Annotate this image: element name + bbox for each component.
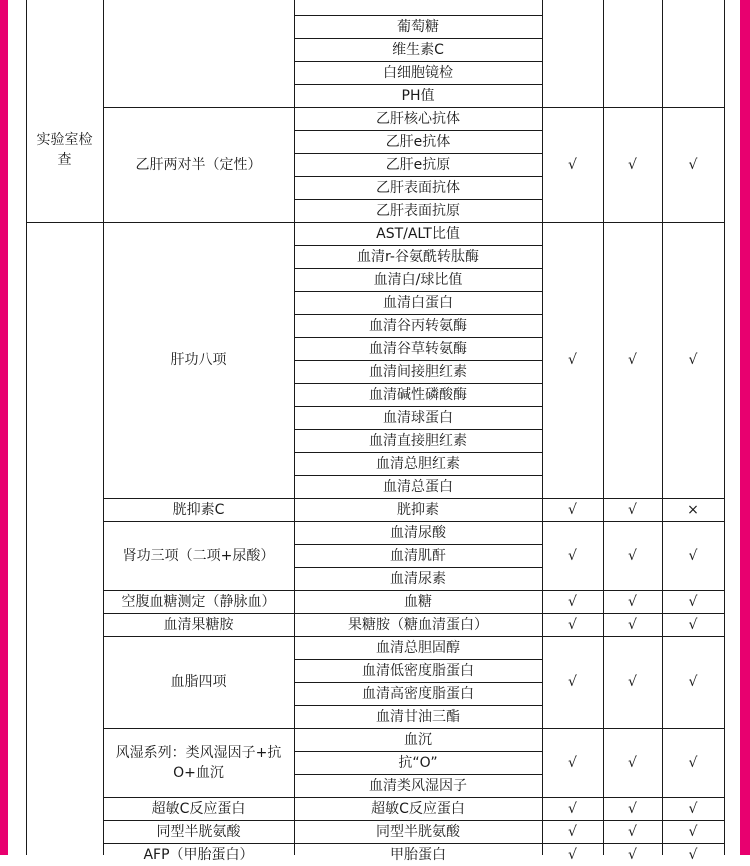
item-name-cell: 血清白/球比值 xyxy=(373,271,463,288)
row-divider xyxy=(294,429,543,430)
plan-3-mark: √ xyxy=(688,800,698,817)
item-name-cell: 血清类风湿因子 xyxy=(369,777,467,794)
plan-3-mark: √ xyxy=(688,846,698,863)
plan-3-mark xyxy=(662,0,724,107)
item-name-cell: 乙肝e抗体 xyxy=(385,133,451,150)
plan-2-mark: √ xyxy=(628,547,637,564)
plan-1-mark xyxy=(542,0,603,107)
row-divider xyxy=(294,383,543,384)
plan-3-mark: √ xyxy=(688,547,698,564)
item-name-cell: AST/ALT比值 xyxy=(376,225,460,242)
section-divider xyxy=(26,222,104,223)
row-divider xyxy=(294,705,543,706)
plan-1-mark: √ xyxy=(568,156,577,173)
item-name-cell: 血清总胆红素 xyxy=(376,455,460,472)
group-divider xyxy=(103,521,725,522)
plan-1-mark: √ xyxy=(568,352,577,368)
item-name-cell: 葡萄糖 xyxy=(397,18,439,35)
plan-1-mark: √ xyxy=(568,501,577,518)
package-name-cell: 风湿系列：类风湿因子+抗O+血沉 xyxy=(115,744,282,781)
plan-2-mark: √ xyxy=(628,674,637,690)
item-name-cell: 血清尿酸 xyxy=(390,524,446,541)
item-name-cell: 血清r-谷氨酰转肽酶 xyxy=(357,248,479,265)
group-divider xyxy=(103,843,725,844)
column-divider xyxy=(542,0,543,855)
item-name-cell: 血清肌酐 xyxy=(390,547,446,564)
row-divider xyxy=(294,38,543,39)
plan-2-mark: √ xyxy=(628,754,637,771)
row-divider xyxy=(294,475,543,476)
row-divider xyxy=(294,84,543,85)
item-name-cell xyxy=(294,0,542,15)
item-name-cell: 血清白蛋白 xyxy=(383,294,453,311)
plan-1-mark: √ xyxy=(568,674,577,690)
package-name-cell: 血清果糖胺 xyxy=(163,616,234,633)
package-name-cell: 肾功三项（二项+尿酸） xyxy=(122,547,275,564)
plan-2-mark: √ xyxy=(628,616,637,633)
plan-3-mark: × xyxy=(687,501,699,518)
row-divider xyxy=(294,337,543,338)
item-name-cell: 乙肝表面抗原 xyxy=(376,202,460,219)
plan-2-mark xyxy=(603,0,662,107)
column-divider xyxy=(103,0,104,855)
group-divider xyxy=(103,613,725,614)
item-name-cell: 血清谷草转氨酶 xyxy=(369,340,467,357)
row-divider xyxy=(294,682,543,683)
plan-2-mark: √ xyxy=(628,823,637,840)
plan-3-mark: √ xyxy=(688,754,698,771)
row-divider xyxy=(294,199,543,200)
group-divider xyxy=(103,590,725,591)
item-name-cell: 果糖胺（糖血清蛋白） xyxy=(348,616,488,633)
package-name-cell: 胱抑素C xyxy=(172,501,225,518)
row-divider xyxy=(294,567,543,568)
item-name-cell: 血清球蛋白 xyxy=(383,409,453,426)
plan-1-mark: √ xyxy=(568,800,577,817)
row-divider xyxy=(294,360,543,361)
row-divider xyxy=(294,314,543,315)
item-name-cell: 血清低密度脂蛋白 xyxy=(362,662,474,679)
plan-1-mark: √ xyxy=(568,616,577,633)
plan-2-mark: √ xyxy=(628,501,637,518)
item-name-cell: 维生素C xyxy=(392,41,444,58)
item-name-cell: 同型半胱氨酸 xyxy=(376,823,460,840)
item-name-cell: 血沉 xyxy=(404,731,432,748)
item-name-cell: 血清总蛋白 xyxy=(383,478,453,495)
row-divider xyxy=(294,61,543,62)
column-divider xyxy=(26,0,27,855)
row-divider xyxy=(294,544,543,545)
row-divider xyxy=(294,130,543,131)
item-name-cell: 血清总胆固醇 xyxy=(376,639,460,656)
row-divider xyxy=(294,176,543,177)
plan-2-mark: √ xyxy=(628,156,637,173)
column-divider xyxy=(724,0,725,855)
group-divider xyxy=(103,222,725,223)
plan-3-mark: √ xyxy=(688,156,698,173)
group-divider xyxy=(103,797,725,798)
item-name-cell: 乙肝e抗原 xyxy=(385,156,451,173)
package-name-cell xyxy=(103,0,294,107)
row-divider xyxy=(294,751,543,752)
row-divider xyxy=(294,452,543,453)
column-divider xyxy=(662,0,663,855)
group-divider xyxy=(103,636,725,637)
plan-1-mark: √ xyxy=(568,547,577,564)
item-name-cell: PH值 xyxy=(401,87,435,104)
section-label-cell: 实验室检查 xyxy=(36,132,93,168)
row-divider xyxy=(294,659,543,660)
plan-3-mark: √ xyxy=(688,616,698,633)
group-divider xyxy=(103,728,725,729)
item-name-cell: 乙肝表面抗体 xyxy=(376,179,460,196)
package-name-cell: 乙肝两对半（定性） xyxy=(135,156,262,173)
row-divider xyxy=(294,268,543,269)
package-name-cell: 血脂四项 xyxy=(170,674,227,690)
row-divider xyxy=(294,291,543,292)
plan-2-mark: √ xyxy=(628,352,637,368)
plan-3-mark: √ xyxy=(688,593,698,610)
package-name-cell: AFP（甲胎蛋白） xyxy=(143,846,254,863)
plan-1-mark: √ xyxy=(568,823,577,840)
column-divider xyxy=(603,0,604,855)
row-divider xyxy=(294,406,543,407)
item-name-cell: 血糖 xyxy=(404,593,432,610)
item-name-cell: 血清直接胆红素 xyxy=(369,432,467,449)
item-name-cell: 超敏C反应蛋白 xyxy=(371,800,465,817)
item-name-cell: 抗“O” xyxy=(398,754,438,771)
plan-1-mark: √ xyxy=(568,593,577,610)
package-name-cell: 空腹血糖测定（静脉血） xyxy=(121,593,276,610)
package-name-cell: 超敏C反应蛋白 xyxy=(151,800,246,817)
row-divider xyxy=(294,15,543,16)
item-name-cell: 血清碱性磷酸酶 xyxy=(369,386,467,403)
plan-2-mark: √ xyxy=(628,593,637,610)
item-name-cell: 血清尿素 xyxy=(390,570,446,587)
plan-3-mark: √ xyxy=(688,823,698,840)
item-name-cell: 血清甘油三酯 xyxy=(376,708,460,725)
group-divider xyxy=(103,820,725,821)
group-divider xyxy=(103,498,725,499)
item-name-cell: 乙肝核心抗体 xyxy=(376,110,460,127)
plan-2-mark: √ xyxy=(628,846,637,863)
item-name-cell: 血清间接胆红素 xyxy=(369,363,467,380)
item-name-cell: 甲胎蛋白 xyxy=(390,846,446,863)
item-name-cell: 血清谷丙转氨酶 xyxy=(369,317,467,334)
item-name-cell: 血清高密度脂蛋白 xyxy=(362,685,474,702)
row-divider xyxy=(294,245,543,246)
column-divider xyxy=(294,0,295,855)
plan-1-mark: √ xyxy=(568,754,577,771)
plan-2-mark: √ xyxy=(628,800,637,817)
plan-3-mark: √ xyxy=(688,674,698,690)
item-name-cell: 胱抑素 xyxy=(397,501,439,518)
package-name-cell: 同型半胱氨酸 xyxy=(156,823,241,840)
row-divider xyxy=(294,153,543,154)
item-name-cell: 白细胞镜检 xyxy=(383,64,453,81)
group-divider xyxy=(103,107,725,108)
plan-1-mark: √ xyxy=(568,846,577,863)
row-divider xyxy=(294,774,543,775)
package-name-cell: 肝功八项 xyxy=(170,352,227,368)
plan-3-mark: √ xyxy=(688,352,698,368)
